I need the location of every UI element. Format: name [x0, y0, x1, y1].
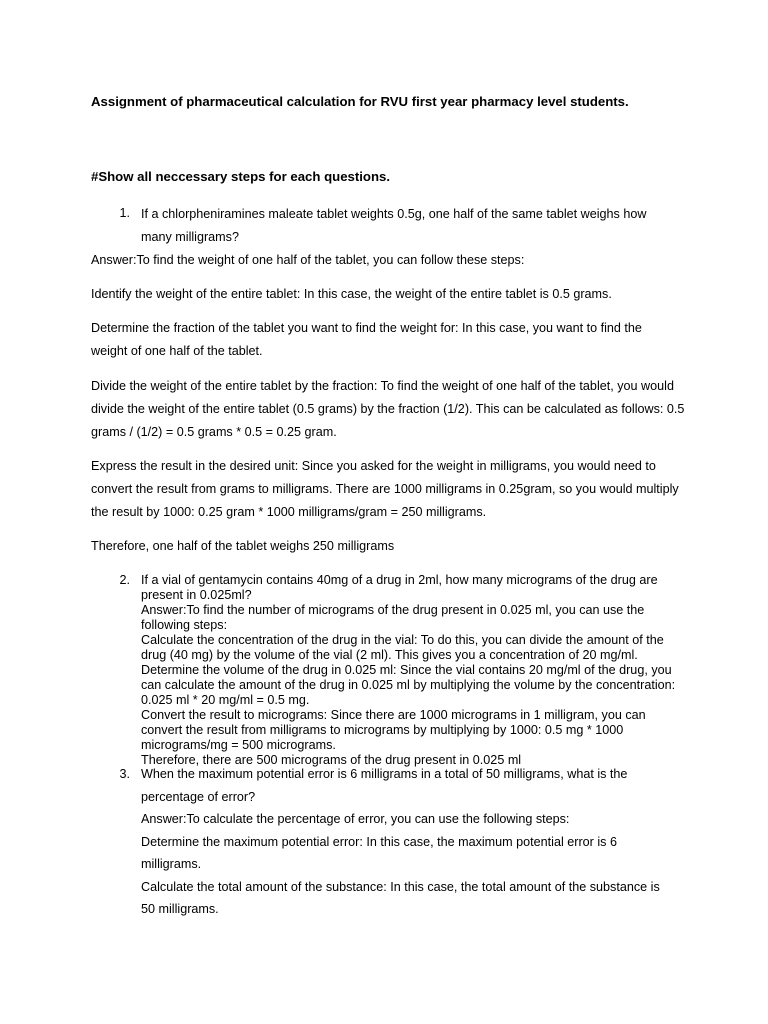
q1-step-3: Divide the weight of the entire tablet by the fraction: To find the weight of one half of the tablet, you would divide the weight of the entire tablet (0.5 grams) by the fraction (1/2). This can be calculated as follows: 0.5 grams / (1/2) = 0.5 grams * 0.5 = 0.25 gram.	[91, 379, 685, 439]
q1-number: 1.	[119, 206, 130, 220]
q3-answer-intro: Answer:To calculate the percentage of error, you can use the following steps:	[141, 812, 570, 826]
q1-question: If a chlorpheniramines maleate tablet weights 0.5g, one half of the same tablet weighs how many milligrams?	[141, 207, 647, 244]
q1-conclusion: Therefore, one half of the tablet weighs 250 milligrams	[91, 539, 395, 553]
q1-answer-intro: Answer:To find the weight of one half of the tablet, you can follow these steps:	[91, 253, 525, 267]
q3-step-2: Calculate the total amount of the substance: In this case, the total amount of the substance is 50 milligrams.	[141, 879, 660, 916]
q2-block	[141, 573, 686, 768]
q2-step-1: Calculate the concentration of the drug in the vial: To do this, you can divide the amount of the drug (40 mg) by the volume of the vial (2 ml). This gives you a concentration of 20 mg/ml.	[141, 633, 664, 662]
q2-answer-intro: Answer:To find the number of micrograms of the drug present in 0.025 ml, you can use the following steps:	[141, 603, 645, 632]
q2-question: If a vial of gentamycin contains 40mg of a drug in 2ml, how many micrograms of the drug are present in 0.025ml?	[141, 573, 658, 602]
q3-step-1: Determine the maximum potential error: In this case, the maximum potential error is 6 milligrams.	[141, 834, 617, 871]
q3-block	[141, 763, 671, 921]
instruction-heading: #Show all neccessary steps for each questions.	[91, 169, 391, 184]
q1-step-1: Identify the weight of the entire tablet: In this case, the weight of the entire tablet is 0.5 grams.	[91, 287, 612, 301]
q2-conclusion: Therefore, there are 500 micrograms of the drug present in 0.025 ml	[141, 753, 522, 767]
q1-step-2: Determine the fraction of the tablet you want to find the weight for: In this case, you want to find the weight of one half of the tablet.	[91, 321, 642, 358]
q2-number: 2.	[119, 573, 130, 587]
q1-step-4: Express the result in the desired unit: Since you asked for the weight in milligrams, you would need to convert the result from grams to milligrams. There are 1000 milligrams in 0.25gram, so you would multiply the result by 1000: 0.25 gram * 1000 milligrams/gram = 250 milligrams.	[91, 459, 679, 519]
q3-number: 3.	[119, 767, 130, 781]
q2-step-3: Convert the result to micrograms: Since there are 1000 micrograms in 1 milligram, you can convert the result from milligrams to micrograms by multiplying by 1000: 0.5 mg * 1000 micrograms/mg = 500 micrograms.	[141, 708, 646, 752]
q3-question: When the maximum potential error is 6 milligrams in a total of 50 milligrams, what is the percentage of error?	[141, 767, 628, 804]
q2-step-2: Determine the volume of the drug in 0.025 ml: Since the vial contains 20 mg/ml of the drug, you can calculate the amount of the drug in 0.025 ml by multiplying the volume by the concentration: 0.025 ml * 20 mg/ml = 0.5 mg.	[141, 663, 676, 707]
document-title: Assignment of pharmaceutical calculation for RVU first year pharmacy level students.	[91, 94, 629, 109]
